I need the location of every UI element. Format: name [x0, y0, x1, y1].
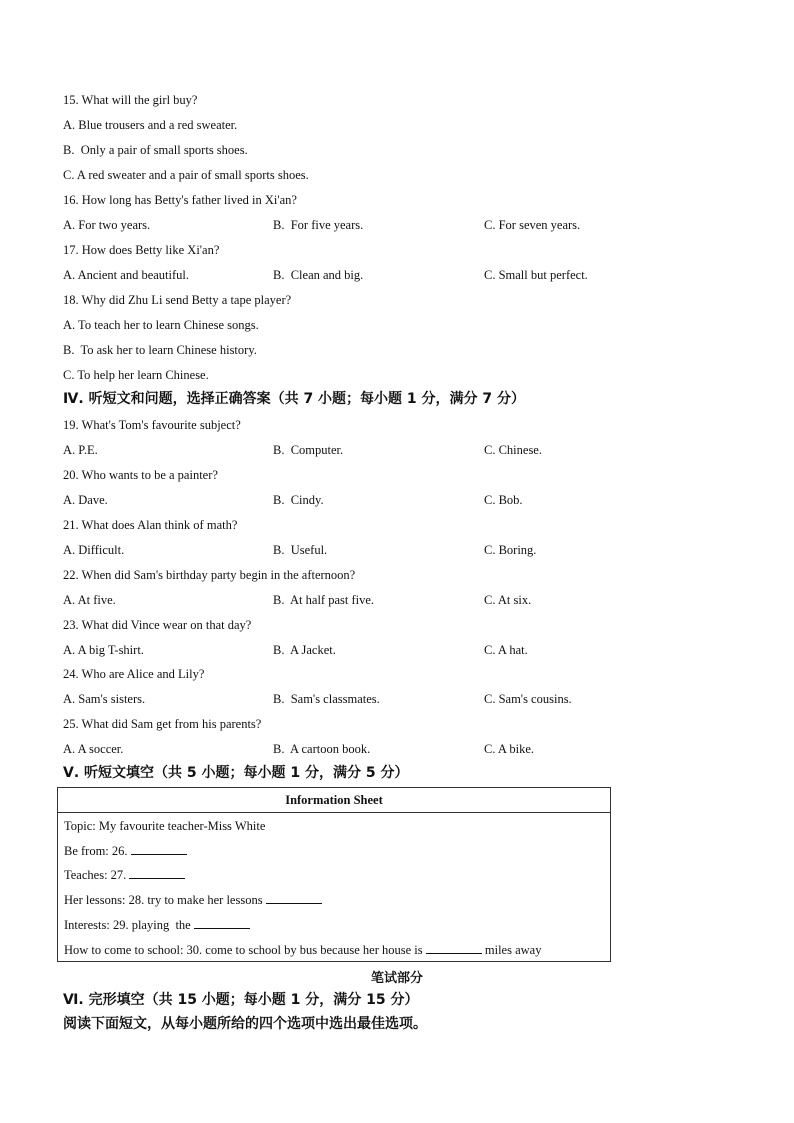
option-23-b: B. A Jacket. — [273, 643, 336, 657]
option-18-b: B. To ask her to learn Chinese history. — [63, 343, 257, 357]
option-16-b: B. For five years. — [273, 218, 364, 232]
options-17 — [63, 267, 623, 283]
written-part-title: 笔试部分 — [370, 971, 423, 986]
option-22-b: B. At half past five. — [273, 593, 375, 607]
options-16 — [63, 217, 623, 233]
options-25 — [63, 741, 623, 757]
question-25: 25. What did Sam get from his parents? — [63, 717, 262, 731]
sheet-lessons — [64, 892, 322, 908]
question-22: 22. When did Sam's birthday party begin in the afternoon? — [63, 568, 356, 582]
option-19-b: B. Computer. — [273, 443, 344, 457]
option-22-c: C. At six. — [484, 593, 532, 607]
option-20-b: B. Cindy. — [273, 493, 324, 507]
sheet-teaches — [64, 867, 185, 883]
lessons-label: Her lessons: 28. try to make her lessons — [64, 893, 266, 907]
question-23: 23. What did Vince wear on that day? — [63, 618, 252, 632]
answer-blank-27[interactable] — [129, 867, 185, 879]
option-23-a: A. A big T-shirt. — [63, 643, 144, 657]
teaches-label: Teaches: 27. — [64, 868, 130, 882]
options-21 — [63, 542, 623, 558]
option-24-c: C. Sam's cousins. — [484, 692, 572, 706]
option-25-b: B. A cartoon book. — [273, 742, 371, 756]
question-17: 17. How does Betty like Xi'an? — [63, 243, 220, 257]
question-15: 15. What will the girl buy? — [63, 93, 198, 107]
information-sheet — [57, 787, 611, 962]
option-20-c: C. Bob. — [484, 493, 523, 507]
option-15-b: B. Only a pair of small sports shoes. — [63, 143, 248, 157]
option-17-b: B. Clean and big. — [273, 268, 364, 282]
sheet-topic: Topic: My favourite teacher-Miss White — [64, 819, 266, 833]
come-suffix: miles away — [481, 943, 542, 957]
question-16: 16. How long has Betty's father lived in Xi'an? — [63, 193, 297, 207]
question-18: 18. Why did Zhu Li send Betty a tape player? — [63, 293, 292, 307]
option-18-c: C. To help her learn Chinese. — [63, 368, 209, 382]
sheet-interests — [64, 917, 250, 933]
option-16-a: A. For two years. — [63, 218, 151, 232]
information-sheet-title: Information Sheet — [58, 788, 610, 813]
sheet-be-from — [64, 843, 187, 859]
option-15-a: A. Blue trousers and a red sweater. — [63, 118, 238, 132]
option-18-a: A. To teach her to learn Chinese songs. — [63, 318, 259, 332]
answer-blank-29[interactable] — [194, 917, 250, 929]
options-24 — [63, 691, 623, 707]
option-16-c: C. For seven years. — [484, 218, 581, 232]
question-20: 20. Who wants to be a painter? — [63, 468, 218, 482]
option-21-b: B. Useful. — [273, 543, 328, 557]
question-24: 24. Who are Alice and Lily? — [63, 667, 205, 681]
interests-label: Interests: 29. playing the — [64, 918, 194, 932]
section-4-heading: Ⅳ. 听短文和问题，选择正确答案（共 7 小题；每小题 1 分，满分 7 分） — [63, 391, 526, 407]
answer-blank-26[interactable] — [131, 843, 187, 855]
option-25-c: C. A bike. — [484, 742, 535, 756]
option-20-a: A. Dave. — [63, 493, 108, 507]
options-20 — [63, 492, 623, 508]
option-19-a: A. P.E. — [63, 443, 98, 457]
option-15-c: C. A red sweater and a pair of small sports shoes. — [63, 168, 309, 182]
option-17-c: C. Small but perfect. — [484, 268, 588, 282]
option-21-a: A. Difficult. — [63, 543, 125, 557]
option-24-b: B. Sam's classmates. — [273, 692, 380, 706]
section-6-instruction: 阅读下面短文，从每小题所给的四个选项中选出最佳选项。 — [63, 1016, 427, 1032]
option-22-a: A. At five. — [63, 593, 116, 607]
option-17-a: A. Ancient and beautiful. — [63, 268, 190, 282]
section-6-heading: Ⅵ. 完形填空（共 15 小题；每小题 1 分，满分 15 分） — [63, 992, 419, 1008]
be-from-label: Be from: 26. — [64, 844, 131, 858]
sheet-come-to-school — [64, 942, 541, 958]
options-23 — [63, 642, 623, 658]
option-25-a: A. A soccer. — [63, 742, 124, 756]
option-23-c: C. A hat. — [484, 643, 528, 657]
come-label: How to come to school: 30. come to school by bus because her house is — [64, 943, 426, 957]
options-19 — [63, 442, 623, 458]
answer-blank-30[interactable] — [426, 942, 482, 954]
question-19: 19. What's Tom's favourite subject? — [63, 418, 241, 432]
option-19-c: C. Chinese. — [484, 443, 542, 457]
section-5-heading: Ⅴ. 听短文填空（共 5 小题；每小题 1 分，满分 5 分） — [63, 765, 409, 781]
option-24-a: A. Sam's sisters. — [63, 692, 146, 706]
question-21: 21. What does Alan think of math? — [63, 518, 238, 532]
option-21-c: C. Boring. — [484, 543, 537, 557]
answer-blank-28[interactable] — [266, 892, 322, 904]
options-22 — [63, 592, 623, 608]
